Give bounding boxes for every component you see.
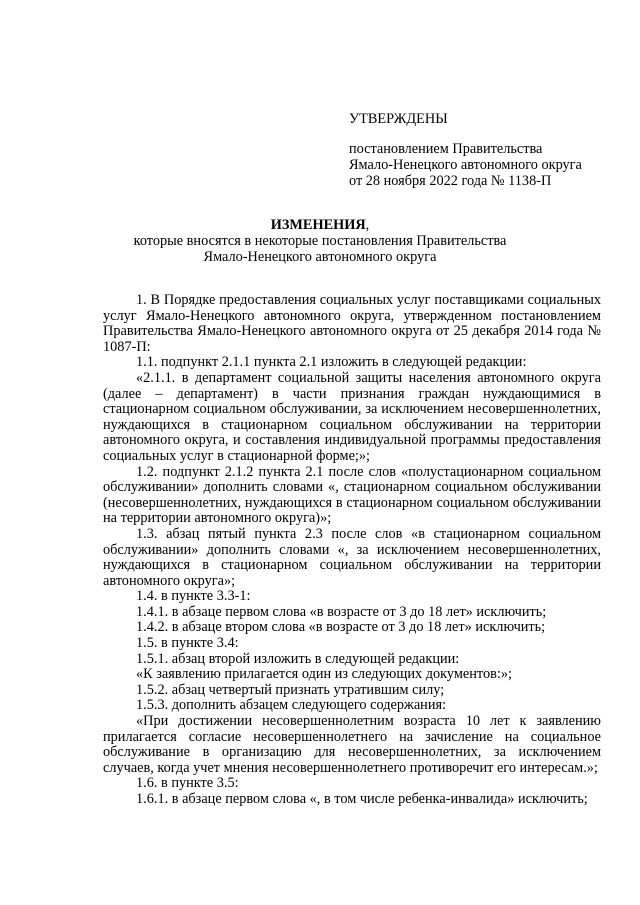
paragraph: 1.4.1. в абзаце первом слова «в возрасте от 3 до 18 лет» исключить; bbox=[136, 603, 547, 620]
approval-heading: УТВЕРЖДЕНЫ bbox=[349, 111, 448, 127]
title-subtitle-line: Ямало-Ненецкого автономного округа bbox=[203, 249, 437, 265]
approval-line: Ямало-Ненецкого автономного округа bbox=[349, 157, 582, 173]
paragraph: 1.5.2. абзац четвертый признать утратившим силу; bbox=[136, 681, 445, 698]
paragraph: 1.1. подпункт 2.1.1 пункта 2.1 изложить в следующей редакции: bbox=[136, 354, 527, 371]
paragraph: 1. В Порядке предоставления социальных услуг поставщиками социальных услуг Ямало-Ненецкого автономного округа, утвержденном постановлением Правительства Ямало-Ненецкого автономного округа от 25 декабря 2014 года № 1087-П: bbox=[103, 292, 601, 355]
paragraph: 1.4. в пункте 3.3-1: bbox=[136, 588, 251, 605]
title-main: ИЗМЕНЕНИЯ bbox=[270, 217, 366, 233]
paragraph: 1.3. абзац пятый пункта 2.3 после слов «в стационарном социальном обслуживании» дополнить словами «, за исключением несовершеннолетних, нуждающихся в стационарном социальном обслуживании на территории автономного округа»; bbox=[103, 525, 601, 589]
paragraph: «К заявлению прилагается один из следующих документов:»; bbox=[136, 666, 512, 683]
title-subtitle-line: которые вносятся в некоторые постановления Правительства bbox=[133, 233, 507, 249]
paragraph: 1.4.2. в абзаце втором слова «в возрасте от 3 до 18 лет» исключить; bbox=[136, 619, 546, 636]
approval-line: от 28 ноября 2022 года № 1138-П bbox=[349, 173, 552, 189]
paragraph: 1.5. в пункте 3.4: bbox=[136, 635, 239, 652]
paragraph: «2.1.1. в департамент социальной защиты населения автономного округа (далее – департамент) в части признания граждан нуждающимися в стационарном социальном обслуживании, за исключением несовершеннолетних, нуждающихся в стационарном социальном обслуживании на территории автономного округа, и составления индивидуальной программы предоставления социальных услуг в стационарной форме;»; bbox=[103, 369, 601, 464]
document-body bbox=[103, 293, 601, 808]
paragraph: 1.5.3. дополнить абзацем следующего содержания: bbox=[136, 697, 447, 714]
document-title bbox=[0, 217, 640, 265]
paragraph: 1.5.1. абзац второй изложить в следующей редакции: bbox=[136, 650, 460, 667]
paragraph: «При достижении несовершеннолетним возраста 10 лет к заявлению прилагается согласие несовершеннолетнего на зачисление на социальное обслуживание в организацию для несовершеннолетних, за исключением случаев, когда учет мнения несовершеннолетнего противоречит его интересам.»; bbox=[103, 713, 601, 776]
approval-block bbox=[349, 111, 582, 189]
paragraph: 1.2. подпункт 2.1.2 пункта 2.1 после слов «полустационарном социальном обслуживании» дополнить словами «, стационарном социальном обслуживании (несовершеннолетних, нуждающихся в стационарном социальном обслуживании на территории автономного округа)»; bbox=[103, 463, 601, 527]
title-comma: , bbox=[365, 217, 370, 233]
paragraph: 1.6.1. в абзаце первом слова «, в том числе ребенка-инвалида» исключить; bbox=[136, 791, 588, 807]
paragraph: 1.6. в пункте 3.5: bbox=[136, 775, 239, 792]
approval-line: постановлением Правительства bbox=[349, 141, 543, 157]
